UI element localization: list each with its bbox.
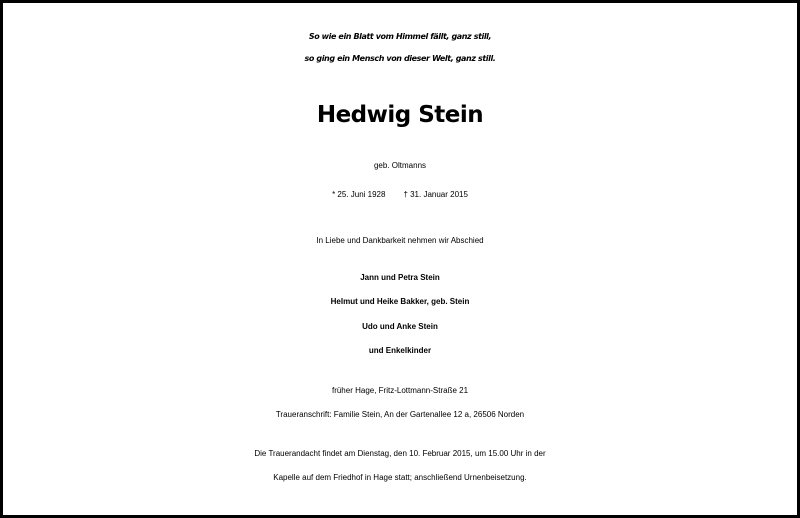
mourner-name: Helmut und Heike Bakker, geb. Stein [330, 297, 470, 306]
verse-line-1: So wie ein Blatt vom Himmel fällt, ganz still, [308, 32, 492, 41]
verse-line-2: so ging ein Mensch von dieser Welt, ganz still. [304, 54, 496, 63]
life-dates [3, 190, 797, 199]
service-line-2: Kapelle auf dem Friedhof in Hage statt; anschließend Urnenbeisetzung. [273, 473, 527, 482]
birth-date: * 25. Juni 1928 [332, 190, 386, 199]
mourner-name: Udo und Anke Stein [362, 322, 438, 331]
mourner-name: Jann und Petra Stein [360, 273, 440, 282]
former-address: früher Hage, Fritz-Lottmann-Straße 21 [331, 386, 469, 395]
death-date: † 31. Januar 2015 [403, 190, 468, 199]
maiden-name: geb. Oltmanns [373, 161, 427, 170]
farewell-text: In Liebe und Dankbarkeit nehmen wir Abschied [316, 236, 484, 245]
deceased-name: Hedwig Stein [316, 102, 484, 128]
mourning-address: Traueranschrift: Familie Stein, An der Gartenallee 12 a, 26506 Norden [275, 410, 525, 419]
service-line-1: Die Trauerandacht findet am Dienstag, den 10. Februar 2015, um 15.00 Uhr in der [254, 449, 546, 458]
mourner-name: und Enkelkinder [368, 346, 432, 355]
